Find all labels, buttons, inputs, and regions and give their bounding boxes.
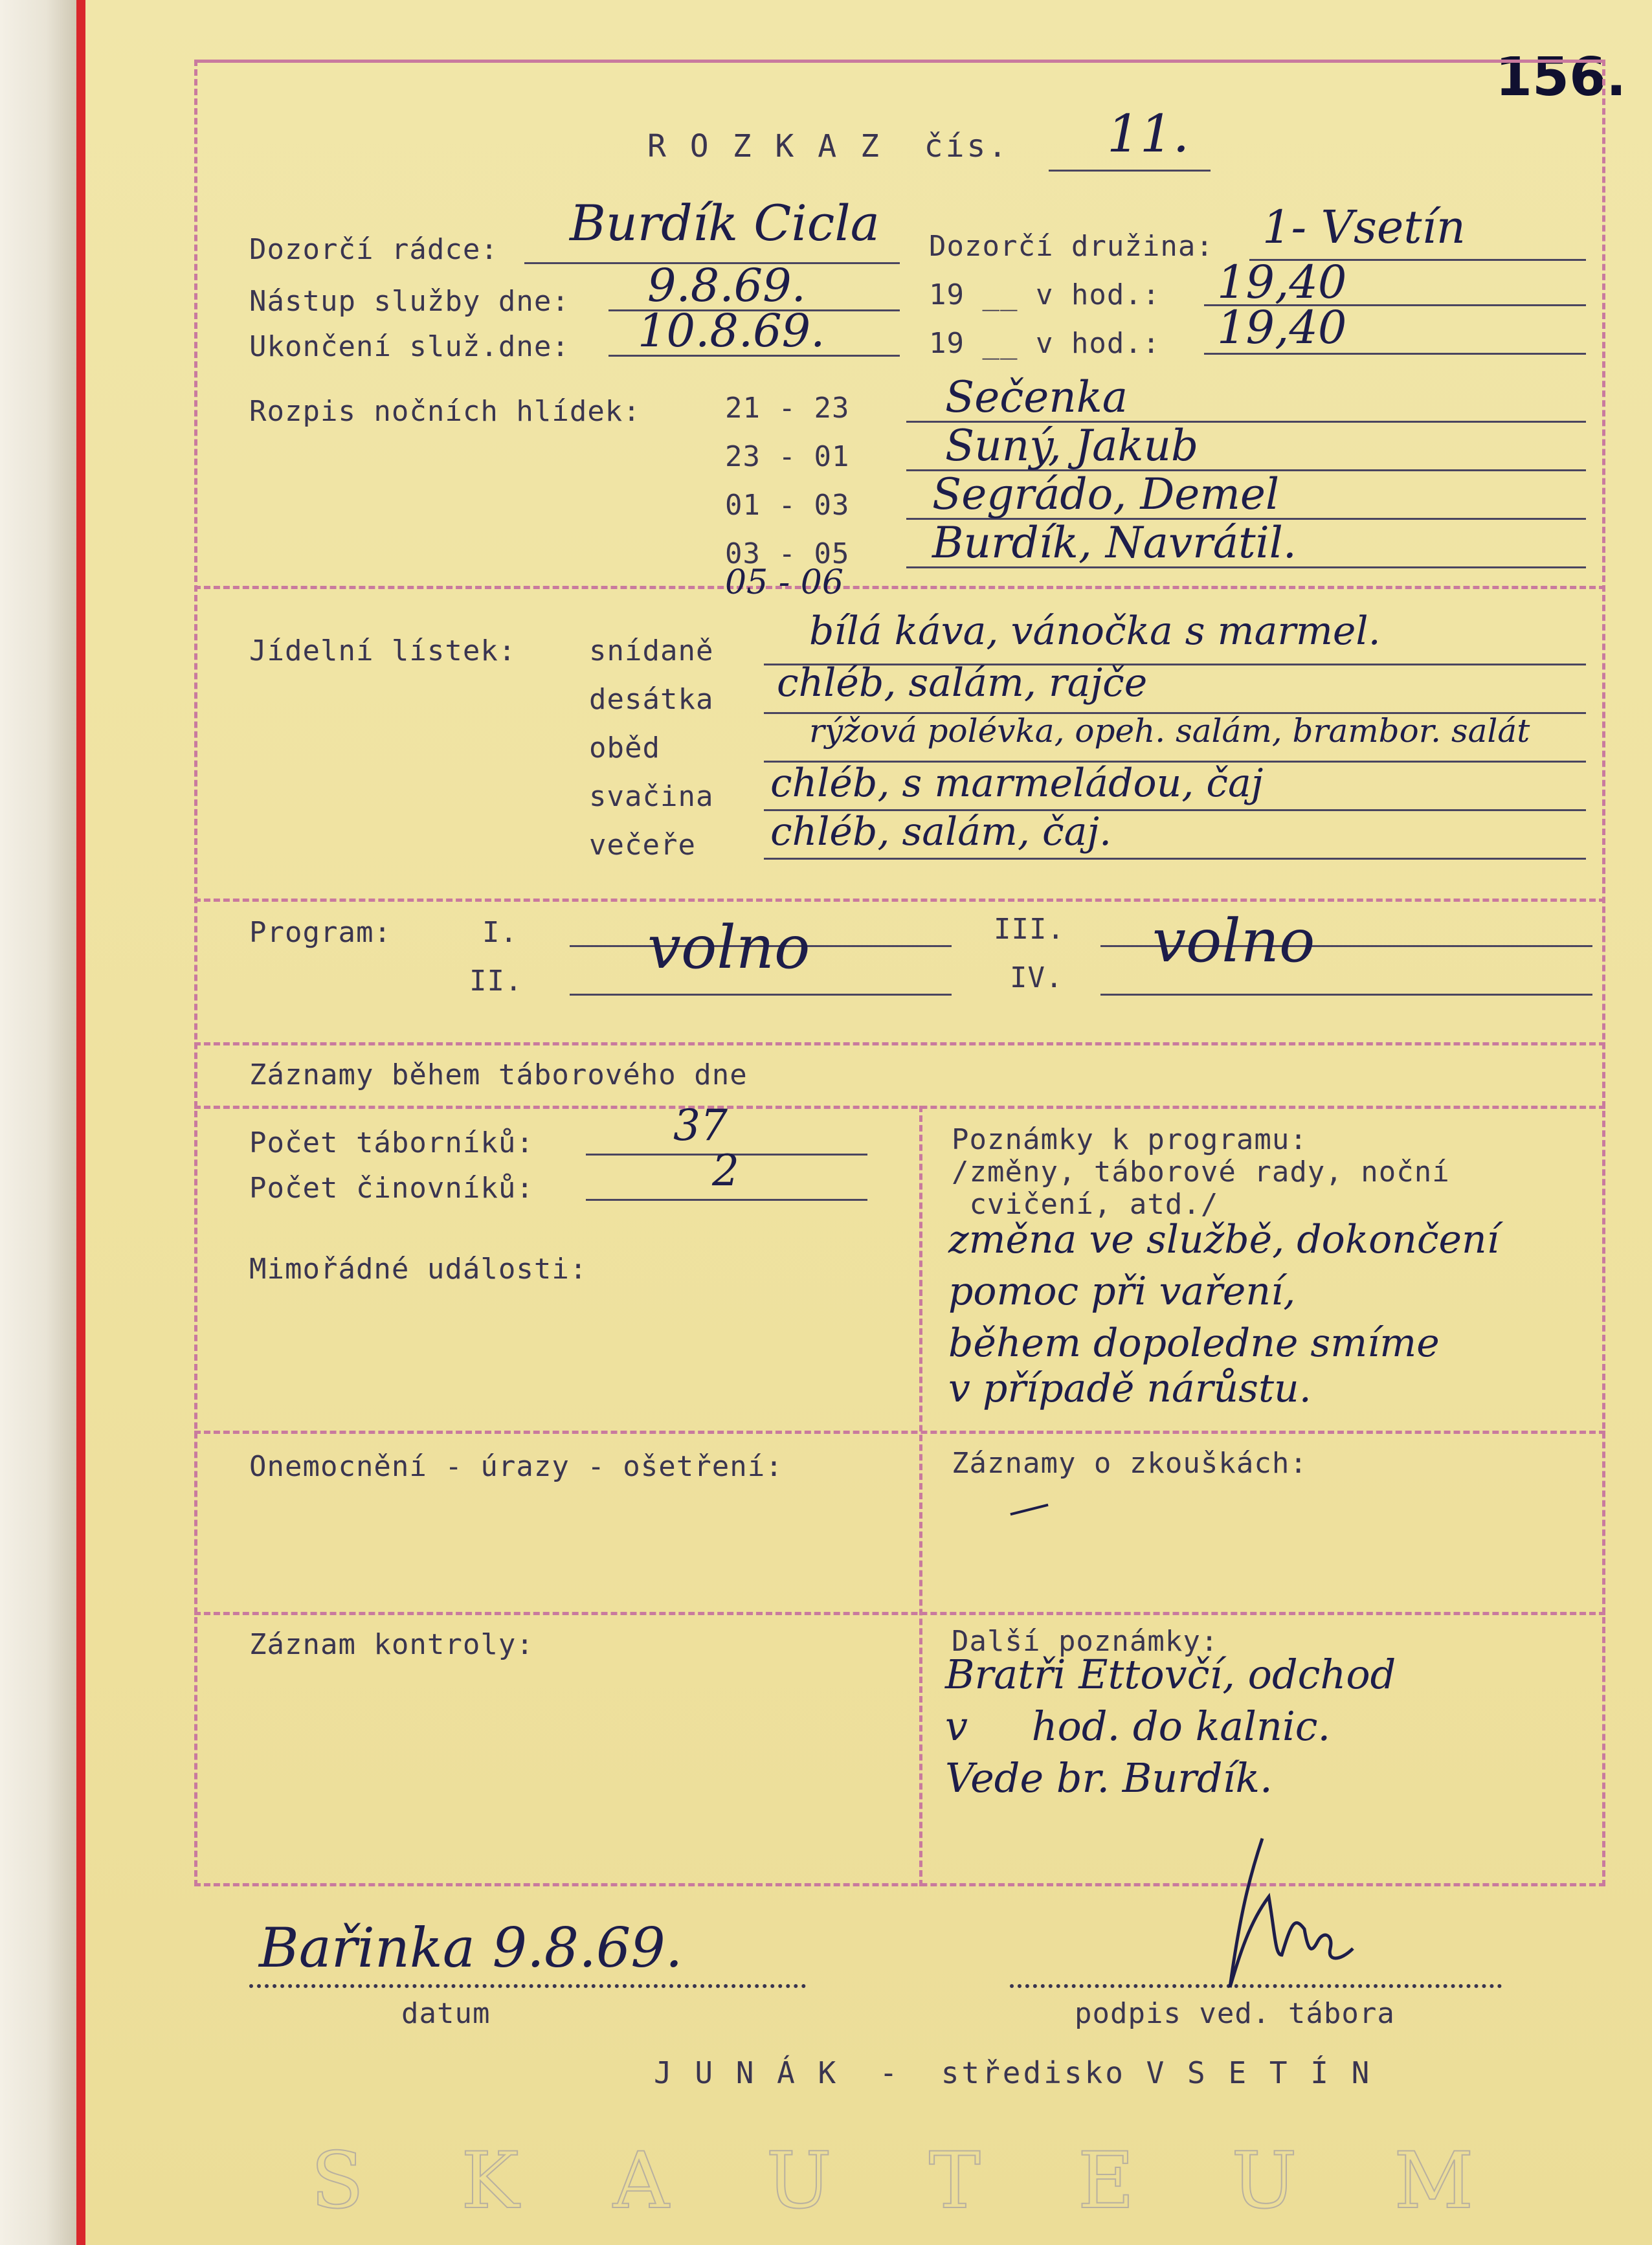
end-time: 19,40 xyxy=(1217,301,1347,354)
leader-signature xyxy=(1178,1826,1398,2007)
other-line-2: v hod. do kalnic. xyxy=(945,1703,1331,1750)
start-year-label: 19 __ v hod.: xyxy=(929,278,1161,311)
binding-red-strip xyxy=(76,0,85,2245)
divider-health xyxy=(194,1431,1605,1434)
organization-footer: J U N Á K - středisko V S E T Í N xyxy=(654,2055,1372,2090)
food-1: bílá káva, vánočka s marmel. xyxy=(809,609,1381,654)
leader-label: Dozorčí rádce: xyxy=(249,233,498,266)
watch-names-4: Burdík, Navrátil. xyxy=(932,518,1297,568)
watch-time-2: 23 - 01 xyxy=(725,440,850,473)
meal-1: snídaně xyxy=(589,634,714,667)
end-date: 10.8.69. xyxy=(638,304,825,357)
menu-label: Jídelní lístek: xyxy=(249,634,517,667)
divider-menu xyxy=(194,899,1605,902)
food-2: chléb, salám, rajče xyxy=(777,660,1148,706)
start-date: 9.8.69. xyxy=(647,259,806,312)
meal-5: večeře xyxy=(589,829,696,862)
page-number: 156. xyxy=(1495,47,1627,108)
health-label: Onemocnění - úrazy - ošetření: xyxy=(249,1450,783,1483)
program-I: I. xyxy=(482,916,518,949)
menu-line-5 xyxy=(764,858,1586,860)
exams-label: Záznamy o zkouškách: xyxy=(952,1447,1308,1480)
program-II: II. xyxy=(469,965,523,998)
records-heading: Záznamy během táborového dne xyxy=(249,1058,748,1091)
night-watch-label: Rozpis nočních hlídek: xyxy=(249,395,641,428)
order-number: 11. xyxy=(1107,104,1190,164)
notes-label-2: /změny, táborové rady, noční xyxy=(952,1156,1450,1189)
notes-line-4: v případě nárůstu. xyxy=(948,1366,1312,1411)
notes-label-1: Poznámky k programu: xyxy=(952,1123,1308,1156)
date-dotted-line xyxy=(249,1984,806,1988)
divider-records xyxy=(194,1106,1605,1109)
watch-names-2: Suný, Jakub xyxy=(945,421,1199,471)
divider-control xyxy=(194,1612,1605,1615)
other-line-1: Bratři Ettovčí, odchod xyxy=(945,1651,1396,1698)
control-label: Záznam kontroly: xyxy=(249,1628,534,1661)
divider-night-watch xyxy=(194,586,1605,589)
watch-time-1: 21 - 23 xyxy=(725,392,850,425)
end-year-label: 19 __ v hod.: xyxy=(929,327,1161,360)
notes-line-1: změna ve službě, dokončení xyxy=(948,1217,1499,1262)
program-line-II xyxy=(570,994,952,996)
patrol-label: Dozorčí družina: xyxy=(929,230,1214,263)
watch-names-3: Segrádo, Demel xyxy=(932,469,1280,519)
program-III: III. xyxy=(994,913,1065,946)
staff-value: 2 xyxy=(712,1146,739,1196)
program-line-IV xyxy=(1100,994,1592,996)
food-4: chléb, s marmeládou, čaj xyxy=(770,761,1264,806)
skauteum-watermark: SKAUTEUM xyxy=(311,2136,1571,2226)
program-IV: IV. xyxy=(1010,961,1064,994)
sign-label: podpis ved. tábora xyxy=(1075,1997,1395,2030)
start-time: 19,40 xyxy=(1217,256,1347,309)
date-label: datum xyxy=(401,1997,491,2030)
food-3: rýžová polévka, opeh. salám, brambor. salát xyxy=(809,712,1530,750)
notes-label-3: cvičení, atd./ xyxy=(952,1188,1219,1221)
program-label: Program: xyxy=(249,916,392,949)
watch-time-4: 03 - 05 xyxy=(725,537,850,570)
campers-label: Počet táborníků: xyxy=(249,1126,534,1159)
other-line-3: Vede br. Burdík. xyxy=(945,1754,1273,1802)
program-value-right: volno xyxy=(1152,906,1315,976)
meal-2: desátka xyxy=(589,683,714,716)
program-value-left: volno xyxy=(647,913,810,982)
form-title: R O Z K A Z čís. xyxy=(647,128,1010,164)
watch-time-3: 01 - 03 xyxy=(725,489,850,522)
patrol-value: 1- Vsetín xyxy=(1262,201,1466,254)
watch-names-1: Sečenka xyxy=(945,372,1128,422)
notes-line-2: pomoc při vaření, xyxy=(948,1269,1296,1314)
meal-4: svačina xyxy=(589,780,714,813)
meal-3: oběd xyxy=(589,732,660,765)
column-divider xyxy=(919,1106,922,1886)
extra-events-label: Mimořádné události: xyxy=(249,1253,588,1286)
watch-time-5: 05 - 06 xyxy=(725,563,843,602)
end-label: Ukončení služ.dne: xyxy=(249,330,570,363)
staff-underline xyxy=(586,1199,867,1201)
other-notes-label: Další poznámky: xyxy=(952,1625,1219,1658)
food-5: chléb, salám, čaj. xyxy=(770,809,1112,854)
order-underline xyxy=(1049,170,1211,172)
book-binding xyxy=(0,0,76,2245)
notes-line-3: během dopoledne smíme xyxy=(948,1321,1440,1366)
campers-value: 37 xyxy=(673,1100,728,1150)
start-label: Nástup služby dne: xyxy=(249,285,570,318)
staff-label: Počet činovníků: xyxy=(249,1172,534,1205)
footer-date-value: Bařinka 9.8.69. xyxy=(259,1916,683,1980)
divider-program xyxy=(194,1042,1605,1045)
leader-value: Burdík Cicla xyxy=(570,194,880,252)
